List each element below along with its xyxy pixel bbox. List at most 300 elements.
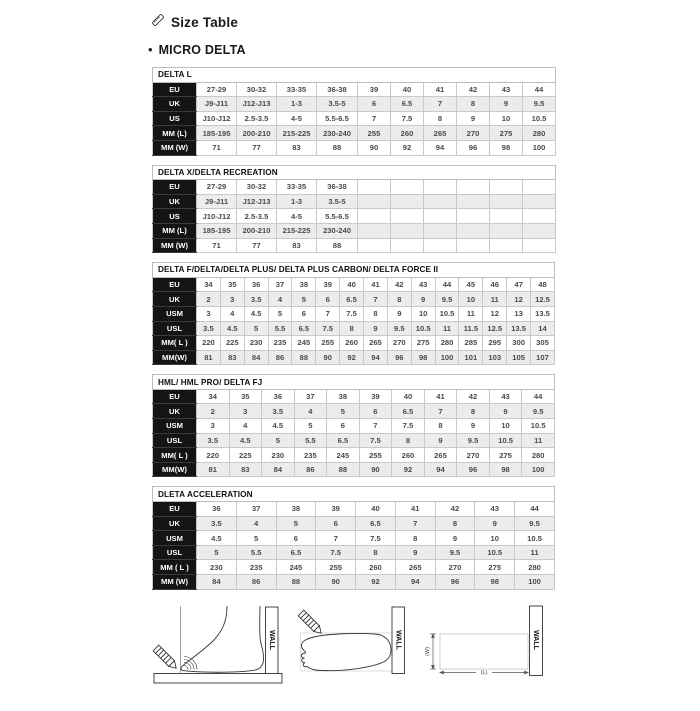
- size-cell: 5: [268, 306, 292, 321]
- row-label: USL: [153, 321, 197, 336]
- row-label: MM( L ): [153, 448, 197, 463]
- size-cell: 4.5: [220, 321, 244, 336]
- size-cell: 8: [356, 545, 396, 560]
- size-cell: [358, 223, 391, 238]
- size-cell: 7.5: [359, 433, 392, 448]
- size-cell: 280: [522, 448, 555, 463]
- size-cell: 8: [340, 321, 364, 336]
- row-label: EU: [153, 389, 197, 404]
- size-cell: 8: [457, 97, 490, 112]
- size-cell: 10.5: [523, 111, 556, 126]
- size-cell: 7: [395, 516, 435, 531]
- size-cell: 42: [435, 502, 475, 517]
- size-cell: 44: [435, 277, 459, 292]
- size-cell: 7.5: [316, 545, 356, 560]
- wall-label: WALL: [532, 629, 540, 650]
- size-cell: 6: [359, 404, 392, 419]
- size-cell: 4.5: [197, 531, 237, 546]
- size-cell: 9: [387, 306, 411, 321]
- table-row: [153, 111, 556, 126]
- row-label: USM: [153, 306, 197, 321]
- size-cell: 8: [364, 306, 388, 321]
- size-cell: 9: [364, 321, 388, 336]
- size-cell: 94: [424, 462, 457, 477]
- size-cell: 5: [244, 321, 268, 336]
- size-cell: 5: [197, 545, 237, 560]
- size-cell: 34: [197, 389, 230, 404]
- size-cell: 39: [316, 277, 340, 292]
- size-cell: 44: [522, 389, 555, 404]
- table-row: [153, 389, 555, 404]
- size-cell: 4: [236, 516, 276, 531]
- size-cell: 103: [483, 350, 507, 365]
- size-cell: 6.5: [276, 545, 316, 560]
- size-cell: 5.5-6.5: [317, 111, 358, 126]
- size-cell: 9: [424, 433, 457, 448]
- size-cell: 12.5: [483, 321, 507, 336]
- table-row: [153, 336, 555, 351]
- size-cell: 10.5: [475, 545, 515, 560]
- table-row: [153, 223, 556, 238]
- size-cell: 96: [457, 462, 490, 477]
- size-cell: 36-38: [317, 180, 358, 195]
- size-cell: 37: [294, 389, 327, 404]
- size-cell: 47: [507, 277, 531, 292]
- table-row: [153, 194, 556, 209]
- size-cell: 45: [459, 277, 483, 292]
- size-cell: 6: [276, 531, 316, 546]
- size-cell: 2.5-3.5: [237, 209, 277, 224]
- size-cell: [457, 209, 490, 224]
- size-cell: 88: [317, 238, 358, 253]
- size-cell: 10.5: [515, 531, 555, 546]
- size-cell: 3: [197, 306, 221, 321]
- size-cell: 37: [236, 502, 276, 517]
- size-cell: 3.5-5: [317, 194, 358, 209]
- size-cell: 98: [475, 575, 515, 590]
- size-cell: 5.5-6.5: [317, 209, 358, 224]
- size-cell: 27-29: [197, 82, 237, 97]
- size-cell: 270: [457, 448, 490, 463]
- size-cell: 92: [391, 140, 424, 155]
- size-cell: 98: [489, 462, 522, 477]
- size-cell: [523, 238, 556, 253]
- table-title: DLETA ACCELERATION: [153, 487, 555, 502]
- table-row: [153, 209, 556, 224]
- size-cell: 265: [424, 448, 457, 463]
- size-cell: 200-210: [237, 223, 277, 238]
- size-cell: 12.5: [531, 292, 555, 307]
- size-cell: 92: [392, 462, 425, 477]
- size-cell: 230: [244, 336, 268, 351]
- size-cell: 270: [387, 336, 411, 351]
- size-cell: 38: [327, 389, 360, 404]
- row-label: UK: [153, 516, 197, 531]
- table-row: [153, 82, 556, 97]
- table-row: [153, 433, 555, 448]
- size-cell: 8: [387, 292, 411, 307]
- size-cell: 7.5: [391, 111, 424, 126]
- row-label: MM (W): [153, 575, 197, 590]
- size-cell: 9: [395, 545, 435, 560]
- size-cell: 255: [359, 448, 392, 463]
- table-row: [153, 126, 556, 141]
- page-title: Size Table: [171, 15, 239, 30]
- size-cell: 230-240: [317, 223, 358, 238]
- ruler-icon: [151, 13, 165, 32]
- size-cell: 41: [424, 389, 457, 404]
- size-cell: [358, 238, 391, 253]
- size-cell: 8: [457, 404, 490, 419]
- size-cell: J10-J12: [197, 111, 237, 126]
- size-cell: [391, 180, 424, 195]
- table-title: DELTA F/DELTA/DELTA PLUS/ DELTA PLUS CARBON/ DELTA FORCE II: [153, 263, 555, 278]
- size-cell: 84: [244, 350, 268, 365]
- size-cell: [457, 194, 490, 209]
- size-cell: 36-38: [317, 82, 358, 97]
- size-cell: 5: [236, 531, 276, 546]
- size-cell: 280: [523, 126, 556, 141]
- size-cell: 11.5: [459, 321, 483, 336]
- size-cell: [391, 223, 424, 238]
- size-cell: 35: [220, 277, 244, 292]
- table-row: [153, 180, 556, 195]
- size-cell: 36: [244, 277, 268, 292]
- size-cell: [424, 223, 457, 238]
- size-cell: 6.5: [391, 97, 424, 112]
- size-cell: 34: [197, 277, 221, 292]
- size-cell: 6.5: [340, 292, 364, 307]
- size-cell: 44: [523, 82, 556, 97]
- width-label: (W): [424, 646, 431, 656]
- table-title: HML/ HML PRO/ DELTA FJ: [153, 375, 555, 390]
- size-cell: 8: [392, 433, 425, 448]
- size-cell: 4.5: [262, 419, 295, 434]
- size-cell: 100: [515, 575, 555, 590]
- size-table-1: [152, 165, 556, 254]
- size-cell: 4.5: [244, 306, 268, 321]
- size-cell: 305: [531, 336, 555, 351]
- size-cell: 235: [294, 448, 327, 463]
- table-row: [153, 462, 555, 477]
- size-cell: 4-5: [277, 209, 317, 224]
- size-cell: 6: [358, 97, 391, 112]
- size-cell: [490, 194, 523, 209]
- size-cell: 7: [358, 111, 391, 126]
- size-cell: 1-3: [277, 97, 317, 112]
- size-cell: 86: [294, 462, 327, 477]
- size-cell: [391, 238, 424, 253]
- size-cell: 10: [411, 306, 435, 321]
- size-cell: 86: [236, 575, 276, 590]
- size-cell: 40: [391, 82, 424, 97]
- size-cell: J12-J13: [237, 97, 277, 112]
- foot-top-diagram: [298, 607, 404, 674]
- row-label: MM( L ): [153, 336, 197, 351]
- size-cell: 4-5: [277, 111, 317, 126]
- size-cell: 88: [317, 140, 358, 155]
- size-cell: 43: [489, 389, 522, 404]
- size-cell: 88: [276, 575, 316, 590]
- table-row: [153, 575, 555, 590]
- size-cell: 275: [490, 126, 523, 141]
- size-cell: 9.5: [387, 321, 411, 336]
- size-cell: 11: [515, 545, 555, 560]
- row-label: MM(W): [153, 462, 197, 477]
- size-cell: 77: [237, 238, 277, 253]
- row-label: MM (L): [153, 126, 197, 141]
- size-cell: 10.5: [411, 321, 435, 336]
- size-cell: 11: [435, 321, 459, 336]
- size-cell: 3.5-5: [317, 97, 358, 112]
- row-label: MM ( L ): [153, 560, 197, 575]
- size-cell: 1-3: [277, 194, 317, 209]
- table-title: DELTA X/DELTA RECREATION: [153, 165, 556, 180]
- size-cell: 30-32: [237, 180, 277, 195]
- size-cell: 245: [327, 448, 360, 463]
- row-label: EU: [153, 82, 197, 97]
- size-table-section: [148, 0, 560, 711]
- size-cell: 230-240: [317, 126, 358, 141]
- size-cell: 300: [507, 336, 531, 351]
- size-cell: 90: [316, 350, 340, 365]
- size-cell: 39: [359, 389, 392, 404]
- size-cell: 96: [387, 350, 411, 365]
- size-cell: 8: [435, 516, 475, 531]
- size-cell: 4: [294, 404, 327, 419]
- size-cell: 100: [435, 350, 459, 365]
- row-label: MM (L): [153, 223, 197, 238]
- size-cell: 270: [457, 126, 490, 141]
- size-cell: 13.5: [507, 321, 531, 336]
- pencil-icon: [153, 645, 179, 671]
- size-cell: 30-32: [237, 82, 277, 97]
- table-row: [153, 306, 555, 321]
- size-cell: 98: [490, 140, 523, 155]
- size-cell: 81: [197, 350, 221, 365]
- row-label: USM: [153, 531, 197, 546]
- table-row: [153, 321, 555, 336]
- size-cell: 265: [395, 560, 435, 575]
- row-label: UK: [153, 194, 197, 209]
- size-cell: 9.5: [457, 433, 490, 448]
- size-cell: 6.5: [292, 321, 316, 336]
- size-cell: 4: [229, 419, 262, 434]
- size-cell: 7.5: [316, 321, 340, 336]
- size-cell: 245: [276, 560, 316, 575]
- size-cell: 6: [292, 306, 316, 321]
- size-cell: 12: [483, 306, 507, 321]
- size-cell: 10.5: [489, 433, 522, 448]
- size-cell: 36: [262, 389, 295, 404]
- size-cell: 84: [197, 575, 237, 590]
- size-tables: [148, 67, 560, 590]
- row-label: UK: [153, 97, 197, 112]
- size-cell: 27-29: [197, 180, 237, 195]
- size-cell: 43: [475, 502, 515, 517]
- size-cell: 94: [395, 575, 435, 590]
- size-cell: 6.5: [392, 404, 425, 419]
- size-cell: 83: [220, 350, 244, 365]
- size-cell: 235: [268, 336, 292, 351]
- size-cell: 4: [268, 292, 292, 307]
- size-cell: [424, 209, 457, 224]
- size-cell: 12: [507, 292, 531, 307]
- size-cell: 9: [457, 419, 490, 434]
- table-row: [153, 404, 555, 419]
- size-cell: 8: [424, 111, 457, 126]
- size-cell: 13: [507, 306, 531, 321]
- size-cell: 40: [340, 277, 364, 292]
- table-row: [153, 531, 555, 546]
- size-cell: 71: [197, 238, 237, 253]
- size-cell: 9: [411, 292, 435, 307]
- dimension-diagram: [425, 606, 543, 676]
- size-cell: 10.5: [435, 306, 459, 321]
- size-cell: [457, 223, 490, 238]
- row-label: UK: [153, 404, 197, 419]
- size-cell: 96: [457, 140, 490, 155]
- size-cell: 230: [197, 560, 237, 575]
- size-cell: 83: [277, 238, 317, 253]
- size-cell: 100: [522, 462, 555, 477]
- size-table-4: [152, 486, 555, 589]
- table-row: [153, 140, 556, 155]
- size-cell: 105: [507, 350, 531, 365]
- row-label: EU: [153, 502, 197, 517]
- size-cell: [358, 180, 391, 195]
- size-cell: 9.5: [515, 516, 555, 531]
- size-cell: 5: [292, 292, 316, 307]
- row-label: EU: [153, 180, 197, 195]
- size-cell: 3.5: [197, 516, 237, 531]
- row-label: MM (W): [153, 238, 197, 253]
- size-cell: 185-195: [197, 223, 237, 238]
- size-cell: 43: [490, 82, 523, 97]
- size-cell: 280: [435, 336, 459, 351]
- size-cell: 14: [531, 321, 555, 336]
- size-cell: 5.5: [236, 545, 276, 560]
- size-cell: 77: [237, 140, 277, 155]
- product-line-title: MICRO DELTA: [158, 43, 246, 57]
- size-cell: 48: [531, 277, 555, 292]
- size-cell: 7.5: [392, 419, 425, 434]
- size-cell: 41: [424, 82, 457, 97]
- size-cell: 9.5: [522, 404, 555, 419]
- size-cell: J10-J12: [197, 209, 237, 224]
- size-cell: [523, 223, 556, 238]
- table-row: [153, 238, 556, 253]
- size-cell: 3.5: [262, 404, 295, 419]
- size-cell: 285: [459, 336, 483, 351]
- row-label: UK: [153, 292, 197, 307]
- size-cell: [391, 194, 424, 209]
- size-cell: 83: [277, 140, 317, 155]
- size-cell: [523, 180, 556, 195]
- size-table-0: [152, 67, 556, 156]
- toe-hatch-lines: [184, 656, 197, 669]
- size-cell: 101: [459, 350, 483, 365]
- size-cell: 7.5: [356, 531, 396, 546]
- size-cell: 5: [276, 516, 316, 531]
- size-cell: 280: [515, 560, 555, 575]
- size-cell: 5: [327, 404, 360, 419]
- row-label: MM(W): [153, 350, 197, 365]
- size-cell: 9: [475, 516, 515, 531]
- size-cell: 9.5: [435, 545, 475, 560]
- wall-label: WALL: [394, 629, 402, 650]
- size-cell: 225: [229, 448, 262, 463]
- size-cell: 3.5: [197, 433, 230, 448]
- size-cell: 10: [490, 111, 523, 126]
- size-cell: 100: [523, 140, 556, 155]
- size-cell: 13.5: [531, 306, 555, 321]
- table-row: [153, 97, 556, 112]
- row-label: USM: [153, 419, 197, 434]
- row-label: US: [153, 209, 197, 224]
- size-cell: 6: [316, 516, 356, 531]
- size-cell: 255: [358, 126, 391, 141]
- size-cell: [490, 180, 523, 195]
- size-cell: 7: [359, 419, 392, 434]
- size-cell: 9.5: [523, 97, 556, 112]
- size-cell: 41: [395, 502, 435, 517]
- row-label: USL: [153, 433, 197, 448]
- size-cell: [490, 209, 523, 224]
- size-cell: 71: [197, 140, 237, 155]
- size-cell: 7: [424, 97, 457, 112]
- size-cell: 265: [364, 336, 388, 351]
- size-cell: 185-195: [197, 126, 237, 141]
- size-rectangle: [440, 634, 528, 669]
- size-cell: 10.5: [522, 419, 555, 434]
- size-cell: [391, 209, 424, 224]
- size-cell: 11: [522, 433, 555, 448]
- length-label: (L): [480, 669, 488, 676]
- product-line-heading: [148, 43, 560, 57]
- size-cell: 11: [483, 292, 507, 307]
- size-cell: 255: [316, 560, 356, 575]
- table-row: [153, 502, 555, 517]
- size-cell: 3: [197, 419, 230, 434]
- pencil-icon: [298, 610, 324, 636]
- size-cell: [490, 238, 523, 253]
- size-cell: 9: [457, 111, 490, 126]
- size-cell: 10: [489, 419, 522, 434]
- size-cell: 10: [459, 292, 483, 307]
- size-cell: 88: [327, 462, 360, 477]
- size-cell: 40: [356, 502, 396, 517]
- size-cell: 275: [411, 336, 435, 351]
- size-cell: 7: [424, 404, 457, 419]
- size-cell: 84: [262, 462, 295, 477]
- size-cell: 245: [292, 336, 316, 351]
- size-cell: 39: [316, 502, 356, 517]
- row-label: USL: [153, 545, 197, 560]
- table-row: [153, 292, 555, 307]
- size-cell: 220: [197, 448, 230, 463]
- size-cell: 11: [459, 306, 483, 321]
- size-cell: 2.5-3.5: [237, 111, 277, 126]
- size-cell: 295: [483, 336, 507, 351]
- size-cell: 96: [435, 575, 475, 590]
- size-cell: [490, 223, 523, 238]
- size-cell: [523, 194, 556, 209]
- size-cell: 42: [387, 277, 411, 292]
- size-cell: [358, 194, 391, 209]
- bullet: •: [148, 42, 153, 57]
- size-cell: 41: [364, 277, 388, 292]
